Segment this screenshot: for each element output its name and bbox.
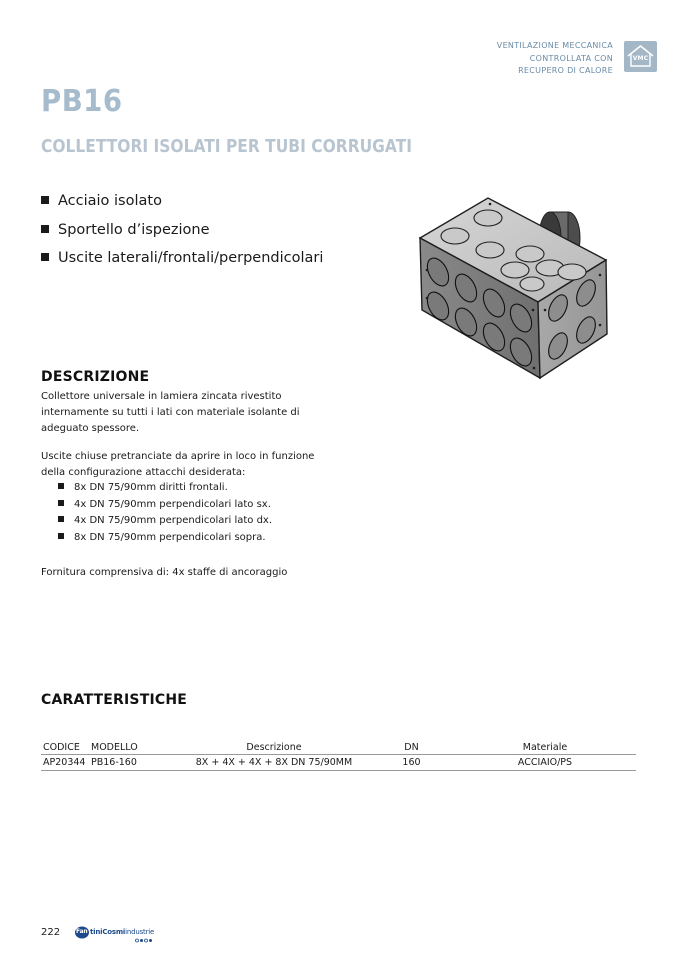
feature-list xyxy=(41,190,323,276)
feature-item xyxy=(41,219,323,248)
list-item-label: 4x DN 75/90mm perpendicolari lato sx. xyxy=(74,498,271,510)
uscite-paragraph xyxy=(41,449,314,481)
column-header: CODICE xyxy=(41,741,89,755)
list-item xyxy=(58,530,272,547)
text-line: Uscite chiuse pretranciate da aprire in loco in funzione xyxy=(41,451,315,462)
column-header: MODELLO xyxy=(89,741,179,755)
list-item-label: 8x DN 75/90mm perpendicolari sopra. xyxy=(74,532,266,544)
vmc-badge xyxy=(624,41,657,72)
feature-item xyxy=(41,190,323,219)
page-number: 222 xyxy=(41,927,61,938)
column-header: DN xyxy=(369,741,454,755)
column-header: Descrizione xyxy=(179,741,369,755)
table-cell: AP20344 xyxy=(41,755,89,771)
feature-label: Acciaio isolato xyxy=(58,193,162,209)
bullet-square-icon xyxy=(58,533,64,539)
descrizione-heading: DESCRIZIONE xyxy=(41,369,150,385)
bullet-square-icon xyxy=(41,196,49,204)
table-row xyxy=(41,755,636,771)
logo-wordmark xyxy=(76,928,155,936)
brand-logo xyxy=(75,926,157,948)
logo-prefix: Fan xyxy=(76,928,88,935)
caratteristiche-heading: CARATTERISTICHE xyxy=(41,692,188,708)
table-header-row xyxy=(41,741,636,755)
feature-label: Sportello d’ispezione xyxy=(58,221,210,238)
text-line: adeguato spessore. xyxy=(41,423,140,434)
bullet-square-icon xyxy=(41,225,49,233)
descrizione-paragraph xyxy=(41,389,300,437)
list-item-label: 8x DN 75/90mm diritti frontali. xyxy=(74,482,228,493)
product-code: PB16 xyxy=(41,84,123,119)
specs-table xyxy=(41,741,636,771)
text-line: internamente su tutti i lati con materiale isolante di xyxy=(41,407,300,418)
table-cell: ACCIAIO/PS xyxy=(454,755,636,771)
product-image xyxy=(410,190,626,380)
list-item-label: 4x DN 75/90mm perpendicolari lato dx. xyxy=(74,515,273,527)
vmc-badge-label: VMC xyxy=(632,55,649,62)
logo-bold: tiniCosmi xyxy=(90,928,126,936)
bullet-square-icon xyxy=(41,253,49,261)
product-subtitle: COLLETTORI ISOLATI PER TUBI CORRUGATI xyxy=(41,136,412,157)
list-item xyxy=(58,513,272,530)
table-cell: 160 xyxy=(369,755,454,771)
section-tag-line: RECUPERO DI CALORE xyxy=(518,66,613,75)
feature-label: Uscite laterali/frontali/perpendicolari xyxy=(58,250,324,266)
fornitura-text: Fornitura comprensiva di: 4x staffe di ancoraggio xyxy=(41,567,288,578)
table-cell: 8X + 4X + 4X + 8X DN 75/90MM xyxy=(179,755,369,771)
uscite-list xyxy=(58,480,272,547)
text-line: della configurazione attacchi desiderata: xyxy=(41,467,246,478)
bullet-square-icon xyxy=(58,516,64,522)
feature-item xyxy=(41,247,323,276)
list-item xyxy=(58,497,272,514)
column-header: Materiale xyxy=(454,741,636,755)
section-tag-line: CONTROLLATA CON xyxy=(529,53,613,63)
section-tag xyxy=(497,40,613,78)
table-cell: PB16-160 xyxy=(89,755,179,771)
logo-light: industrie xyxy=(125,928,155,936)
bullet-square-icon xyxy=(58,500,64,506)
section-tag-line: VENTILAZIONE MECCANICA xyxy=(496,41,613,50)
bullet-square-icon xyxy=(58,483,64,489)
list-item xyxy=(58,480,272,497)
text-line: Collettore universale in lamiera zincata rivestito xyxy=(41,391,282,402)
